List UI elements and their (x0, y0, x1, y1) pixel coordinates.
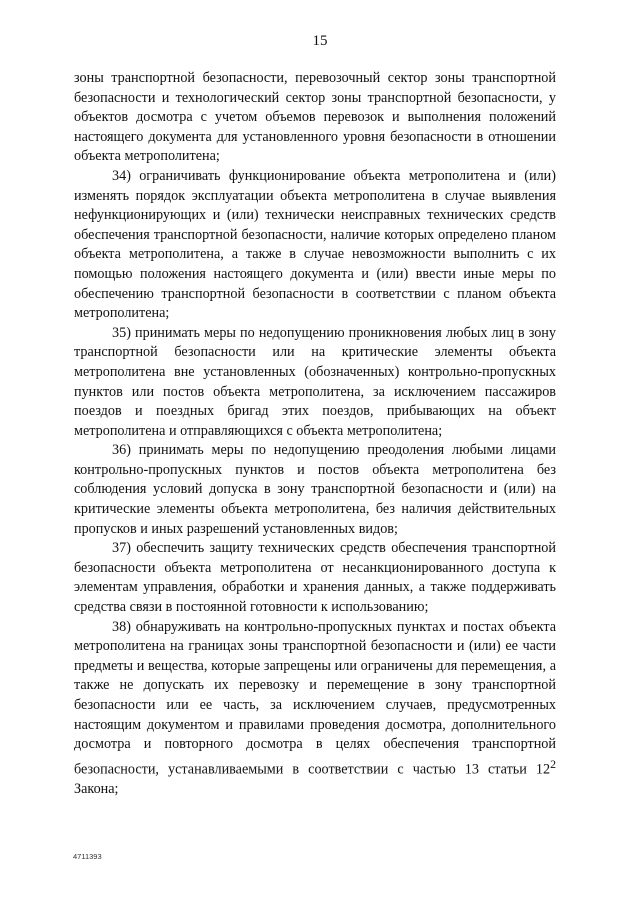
paragraph-item-37: 37) обеспечить защиту технических средств обеспечения транспортной безопасности объекта метрополитена от несанкционированного доступа к элементам управления, обработки и хранения данных, а также поддерживать средства связи в постоянной готовности к использованию; (74, 540, 556, 616)
paragraph-item-38-tail: Закона; (74, 781, 119, 798)
paragraph-continuation: зоны транспортной безопасности, перевозочный сектор зоны транспортной безопасности и технологический сектор зоны транспортной безопасности, у объектов досмотра с учетом объемов перевозок и выполнения положений настоящего документа для установленного уровня безопасности в отношении объекта метрополитена; (74, 70, 556, 165)
page-number: 15 (312, 33, 328, 49)
paragraph-item-38 (74, 618, 556, 800)
paragraph-item-36: 36) принимать меры по недопущению преодоления любыми лицами контрольно-пропускных пунктов и постов объекта метрополитена без соблюдения условий допуска в зону транспортной безопасности и (или) на критические элементы объекта метрополитена, без наличия действительных пропусков и иных разрешений установленных видов; (74, 442, 556, 537)
paragraph-item-34: 34) ограничивать функционирование объекта метрополитена и (или) изменять порядок эксплуатации объекта метрополитена в случае выявления нефункционирующих и (или) технически неисправных технических средств обеспечения транспортной безопасности, наличие которых определено планом объекта метрополитена, а также в случае невозможности выполнить с их помощью положения настоящего документа и (или) ввести иные меры по обеспечению транспортной безопасности в соответствии с планом объекта метрополитена; (74, 167, 556, 322)
document-body (74, 69, 556, 800)
document-code: 4711393 (73, 852, 102, 861)
paragraph-item-38-text: 38) обнаруживать на контрольно-пропускных пунктах и постах объекта метрополитена на границах зоны транспортной безопасности и (или) ее части предметы и вещества, которые запрещены или ограничены для перемещения, а также не допускать их перевозку и перемещение в зону транспортной безопасности или ее часть, за исключением случаев, предусмотренных настоящим документом и правилами проведения досмотра, дополнительного досмотра и повторного досмотра в целях обеспечения транспортной безопасности, устанавливаемыми в соответствии с частью 13 статьи 12 (74, 618, 556, 778)
paragraph-item-35: 35) принимать меры по недопущению проникновения любых лиц в зону транспортной безопасности или на критические элементы объекта метрополитена вне установленных (обозначенных) контрольно-пропускных пунктов или постов объекта метрополитена, за исключением пассажиров поездов и поездных бригад этих поездов, прибывающих на объект метрополитена и отправляющихся с объекта метрополитена; (74, 324, 556, 439)
superscript-marker: 2 (550, 756, 556, 771)
